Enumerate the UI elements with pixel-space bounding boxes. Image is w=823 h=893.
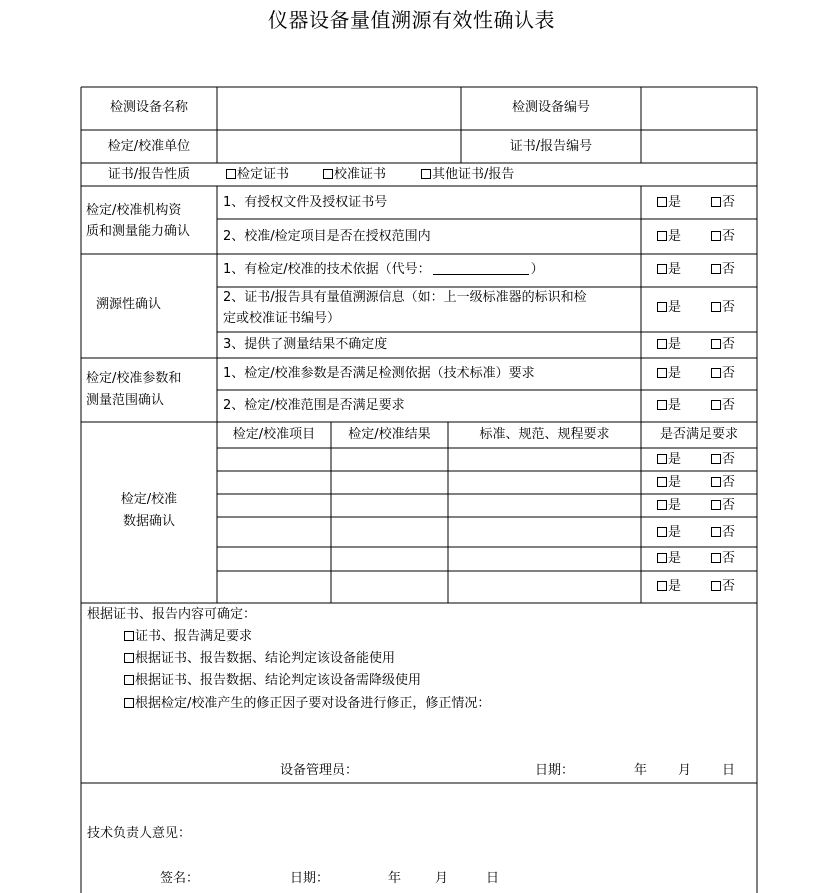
checkbox-icon — [711, 368, 721, 378]
no-checkbox[interactable] — [711, 300, 735, 316]
checkbox-icon — [657, 581, 667, 591]
checkbox-icon — [657, 527, 667, 537]
nature-option-calibration[interactable] — [323, 167, 386, 183]
yes-label: 是 — [668, 195, 682, 210]
trace-item-1-prefix: 1、有检定/校准的技术依据（代号： — [223, 262, 431, 277]
yes-checkbox[interactable] — [657, 475, 681, 491]
checkbox-icon — [124, 675, 134, 685]
checkbox-icon — [657, 477, 667, 487]
no-label: 否 — [722, 475, 736, 490]
no-label: 否 — [722, 551, 736, 566]
no-checkbox[interactable] — [711, 551, 735, 567]
yes-label: 是 — [668, 452, 682, 467]
trace-section-label: 溯源性确认 — [96, 297, 162, 312]
checkbox-icon — [657, 302, 667, 312]
org-item-2: 2、校准/检定项目是否在授权范围内 — [223, 229, 431, 244]
checkbox-icon — [711, 477, 721, 487]
param-item-2: 2、检定/校准范围是否满足要求 — [223, 398, 405, 413]
yes-label: 是 — [668, 229, 682, 244]
yes-label: 是 — [668, 525, 682, 540]
no-checkbox[interactable] — [711, 525, 735, 541]
yes-checkbox[interactable] — [657, 551, 681, 567]
nature-option-verification[interactable] — [226, 167, 289, 183]
tech-date-month: 月 — [435, 871, 449, 886]
manager-date-label: 日期： — [535, 763, 575, 778]
yes-label: 是 — [668, 475, 682, 490]
yes-checkbox[interactable] — [657, 579, 681, 595]
yes-label: 是 — [668, 300, 682, 315]
trace-item-1 — [223, 262, 544, 278]
conclusion-option-3[interactable] — [124, 673, 421, 689]
checkbox-icon — [711, 527, 721, 537]
checkbox-icon — [657, 339, 667, 349]
checkbox-icon — [657, 553, 667, 563]
tech-date-day: 日 — [486, 871, 500, 886]
conclusion-option-1[interactable] — [124, 629, 252, 645]
no-checkbox[interactable] — [711, 452, 735, 468]
checkbox-icon — [711, 302, 721, 312]
checkbox-icon — [711, 500, 721, 510]
yes-label: 是 — [668, 366, 682, 381]
checkbox-icon — [124, 631, 134, 641]
yes-checkbox[interactable] — [657, 229, 681, 245]
manager-date-year: 年 — [634, 763, 648, 778]
conclusion-intro: 根据证书、报告内容可确定： — [87, 607, 257, 622]
no-label: 否 — [722, 337, 736, 352]
cert-nature-label: 证书/报告性质 — [107, 167, 191, 182]
org-section-label-2: 质和测量能力确认 — [86, 224, 191, 239]
unit-label: 检定/校准单位 — [107, 139, 191, 154]
checkbox-icon — [711, 553, 721, 563]
nature-option-other[interactable] — [421, 167, 514, 183]
trace-item-1-suffix: ） — [530, 262, 544, 277]
yes-label: 是 — [668, 337, 682, 352]
yes-checkbox[interactable] — [657, 398, 681, 414]
no-checkbox[interactable] — [711, 475, 735, 491]
checkbox-icon — [657, 368, 667, 378]
yes-label: 是 — [668, 551, 682, 566]
device-name-label: 检测设备名称 — [109, 100, 188, 115]
manager-date-month: 月 — [678, 763, 692, 778]
checkbox-icon — [657, 400, 667, 410]
no-label: 否 — [722, 300, 736, 315]
option-label: 证书、报告满足要求 — [135, 629, 253, 644]
conclusion-option-2[interactable] — [124, 651, 395, 667]
no-label: 否 — [722, 498, 736, 513]
no-label: 否 — [722, 262, 736, 277]
checkbox-icon — [711, 231, 721, 241]
tech-date-year: 年 — [388, 871, 402, 886]
checkbox-icon — [226, 169, 236, 179]
checkbox-icon — [323, 169, 333, 179]
no-label: 否 — [722, 452, 736, 467]
checkbox-icon — [711, 339, 721, 349]
no-checkbox[interactable] — [711, 398, 735, 414]
data-section-label-2: 数据确认 — [122, 514, 175, 529]
no-checkbox[interactable] — [711, 337, 735, 353]
option-label: 校准证书 — [334, 167, 387, 182]
yes-checkbox[interactable] — [657, 300, 681, 316]
param-item-1: 1、检定/校准参数是否满足检测依据（技术标准）要求 — [223, 366, 535, 381]
checkbox-icon — [657, 197, 667, 207]
option-label: 根据检定/校准产生的修正因子要对设备进行修正，修正情况： — [135, 696, 491, 711]
manager-label: 设备管理员： — [280, 763, 359, 778]
no-label: 否 — [722, 229, 736, 244]
yes-label: 是 — [668, 262, 682, 277]
no-checkbox[interactable] — [711, 195, 735, 211]
org-item-1: 1、有授权文件及授权证书号 — [223, 195, 388, 210]
option-label: 根据证书、报告数据、结论判定该设备能使用 — [135, 651, 396, 666]
tech-opinion-label: 技术负责人意见： — [87, 826, 192, 841]
yes-checkbox[interactable] — [657, 498, 681, 514]
checkbox-icon — [657, 454, 667, 464]
no-checkbox[interactable] — [711, 262, 735, 278]
param-section-label: 检定/校准参数和 — [86, 371, 182, 386]
trace-item-2: 2、证书/报告具有量值溯源信息（如：上一级标准器的标识和检 — [223, 290, 587, 305]
trace-item-3: 3、提供了测量结果不确定度 — [223, 337, 388, 352]
no-label: 否 — [722, 195, 736, 210]
no-checkbox[interactable] — [711, 579, 735, 595]
yes-label: 是 — [668, 579, 682, 594]
yes-label: 是 — [668, 498, 682, 513]
option-label: 检定证书 — [237, 167, 290, 182]
col-header-requirement: 标准、规范、规程要求 — [479, 427, 610, 442]
option-label: 其他证书/报告 — [432, 167, 515, 182]
checkbox-icon — [711, 581, 721, 591]
yes-checkbox[interactable] — [657, 262, 681, 278]
checkbox-icon — [711, 264, 721, 274]
device-no-label: 检测设备编号 — [511, 100, 590, 115]
checkbox-icon — [124, 698, 134, 708]
tech-date-label: 日期： — [290, 871, 330, 886]
col-header-result: 检定/校准结果 — [348, 427, 431, 442]
checkbox-icon — [657, 231, 667, 241]
yes-checkbox[interactable] — [657, 195, 681, 211]
yes-checkbox[interactable] — [657, 366, 681, 382]
conclusion-option-4[interactable] — [124, 696, 490, 712]
yes-checkbox[interactable] — [657, 525, 681, 541]
checkbox-icon — [124, 653, 134, 663]
checkbox-icon — [421, 169, 431, 179]
form-title: 仪器设备量值溯源有效性确认表 — [268, 8, 555, 32]
basis-code-input[interactable] — [433, 262, 529, 275]
yes-checkbox[interactable] — [657, 337, 681, 353]
tech-sign-label: 签名： — [160, 871, 200, 886]
manager-date-day: 日 — [722, 763, 736, 778]
no-label: 否 — [722, 398, 736, 413]
trace-item-2-line2: 定或校准证书编号） — [223, 311, 341, 326]
no-checkbox[interactable] — [711, 498, 735, 514]
no-label: 否 — [722, 366, 736, 381]
no-label: 否 — [722, 525, 736, 540]
checkbox-icon — [657, 500, 667, 510]
checkbox-icon — [657, 264, 667, 274]
no-checkbox[interactable] — [711, 229, 735, 245]
yes-checkbox[interactable] — [657, 452, 681, 468]
option-label: 根据证书、报告数据、结论判定该设备需降级使用 — [135, 673, 422, 688]
yes-label: 是 — [668, 398, 682, 413]
org-section-label: 检定/校准机构资 — [86, 203, 182, 218]
param-section-label-2: 测量范围确认 — [86, 393, 165, 408]
checkbox-icon — [711, 197, 721, 207]
col-header-satisfied: 是否满足要求 — [659, 427, 738, 442]
checkbox-icon — [711, 454, 721, 464]
data-section-label: 检定/校准 — [120, 492, 178, 507]
col-header-item: 检定/校准项目 — [232, 427, 316, 442]
no-label: 否 — [722, 579, 736, 594]
checkbox-icon — [711, 400, 721, 410]
no-checkbox[interactable] — [711, 366, 735, 382]
cert-no-label: 证书/报告编号 — [509, 139, 593, 154]
